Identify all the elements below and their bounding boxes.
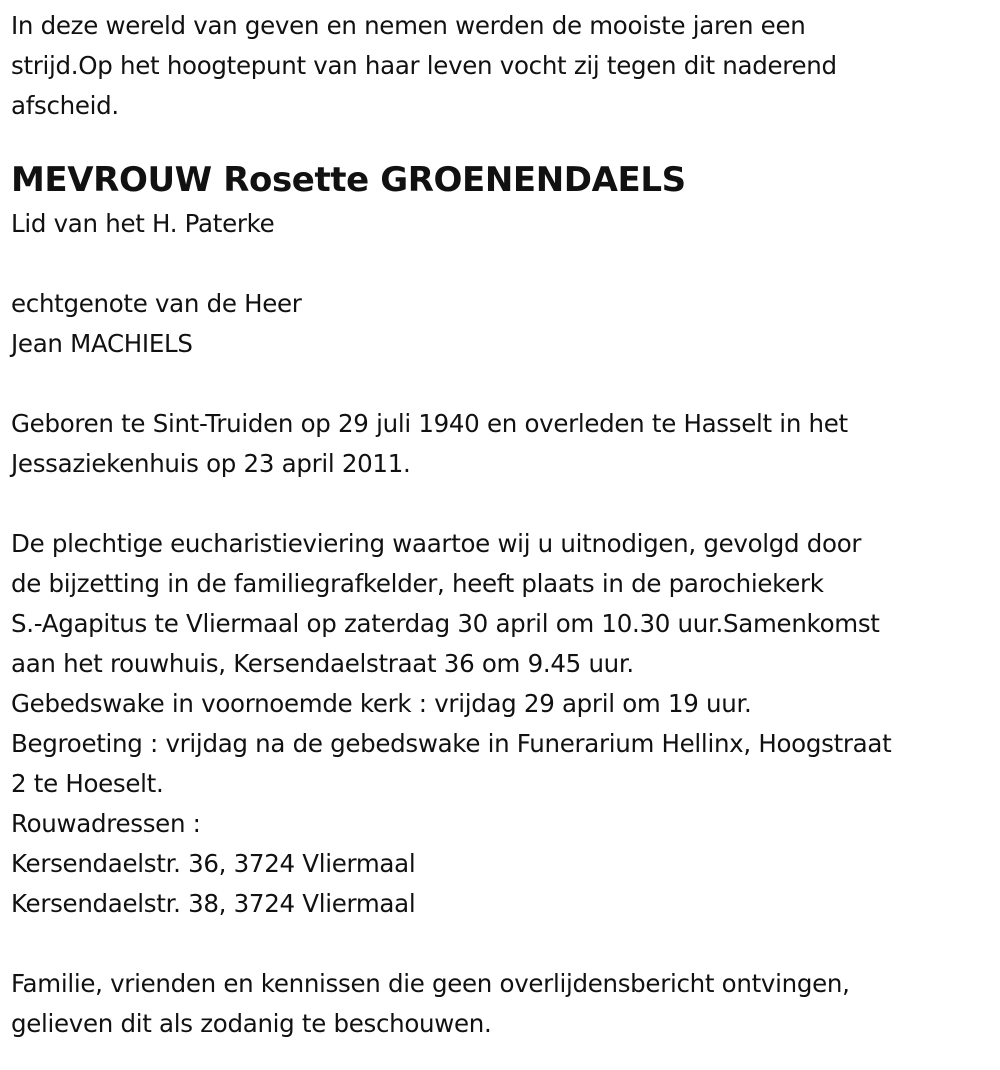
spacer bbox=[11, 244, 996, 284]
ceremony-block bbox=[11, 524, 996, 924]
birth-death-line: Jessaziekenhuis op 23 april 2011. bbox=[11, 449, 411, 478]
spouse-relation: echtgenote van de Heer bbox=[11, 289, 302, 318]
condolence-address: Kersendaelstr. 38, 3724 Vliermaal bbox=[11, 889, 416, 918]
condolence-address: Kersendaelstr. 36, 3724 Vliermaal bbox=[11, 849, 416, 878]
greeting-line: Begroeting : vrijdag na de gebedswake in Funerarium Hellinx, Hoogstraat bbox=[11, 729, 892, 758]
spouse-block bbox=[11, 284, 996, 364]
spacer bbox=[11, 924, 996, 964]
intro-line: strijd.Op het hoogtepunt van haar leven vocht zij tegen dit naderend bbox=[11, 51, 837, 80]
closing-block bbox=[11, 964, 996, 1044]
birth-death-block bbox=[11, 404, 996, 484]
vigil-line: Gebedswake in voornoemde kerk : vrijdag 29 april om 19 uur. bbox=[11, 689, 752, 718]
intro-line: In deze wereld van geven en nemen werden de mooiste jaren een bbox=[11, 11, 806, 40]
ceremony-line: S.-Agapitus te Vliermaal op zaterdag 30 april om 10.30 uur.Samenkomst bbox=[11, 609, 880, 638]
intro-line: afscheid. bbox=[11, 91, 119, 120]
ceremony-line: aan het rouwhuis, Kersendaelstraat 36 om 9.45 uur. bbox=[11, 649, 634, 678]
ceremony-line: De plechtige eucharistieviering waartoe wij u uitnodigen, gevolgd door bbox=[11, 529, 862, 558]
spouse-name: Jean MACHIELS bbox=[11, 329, 193, 358]
intro-text bbox=[11, 6, 996, 126]
membership: Lid van het H. Paterke bbox=[11, 209, 275, 238]
birth-death-line: Geboren te Sint-Truiden op 29 juli 1940 en overleden te Hasselt in het bbox=[11, 409, 848, 438]
closing-line: Familie, vrienden en kennissen die geen overlijdensbericht ontvingen, bbox=[11, 969, 850, 998]
condolence-addresses-label: Rouwadressen : bbox=[11, 809, 201, 838]
ceremony-line: de bijzetting in de familiegrafkelder, heeft plaats in de parochiekerk bbox=[11, 569, 824, 598]
obituary-notice bbox=[11, 6, 996, 1044]
greeting-line: 2 te Hoeselt. bbox=[11, 769, 164, 798]
closing-line: gelieven dit als zodanig te beschouwen. bbox=[11, 1009, 492, 1038]
spacer bbox=[11, 484, 996, 524]
deceased-name: MEVROUW Rosette GROENENDAELS bbox=[11, 160, 686, 200]
spacer bbox=[11, 364, 996, 404]
